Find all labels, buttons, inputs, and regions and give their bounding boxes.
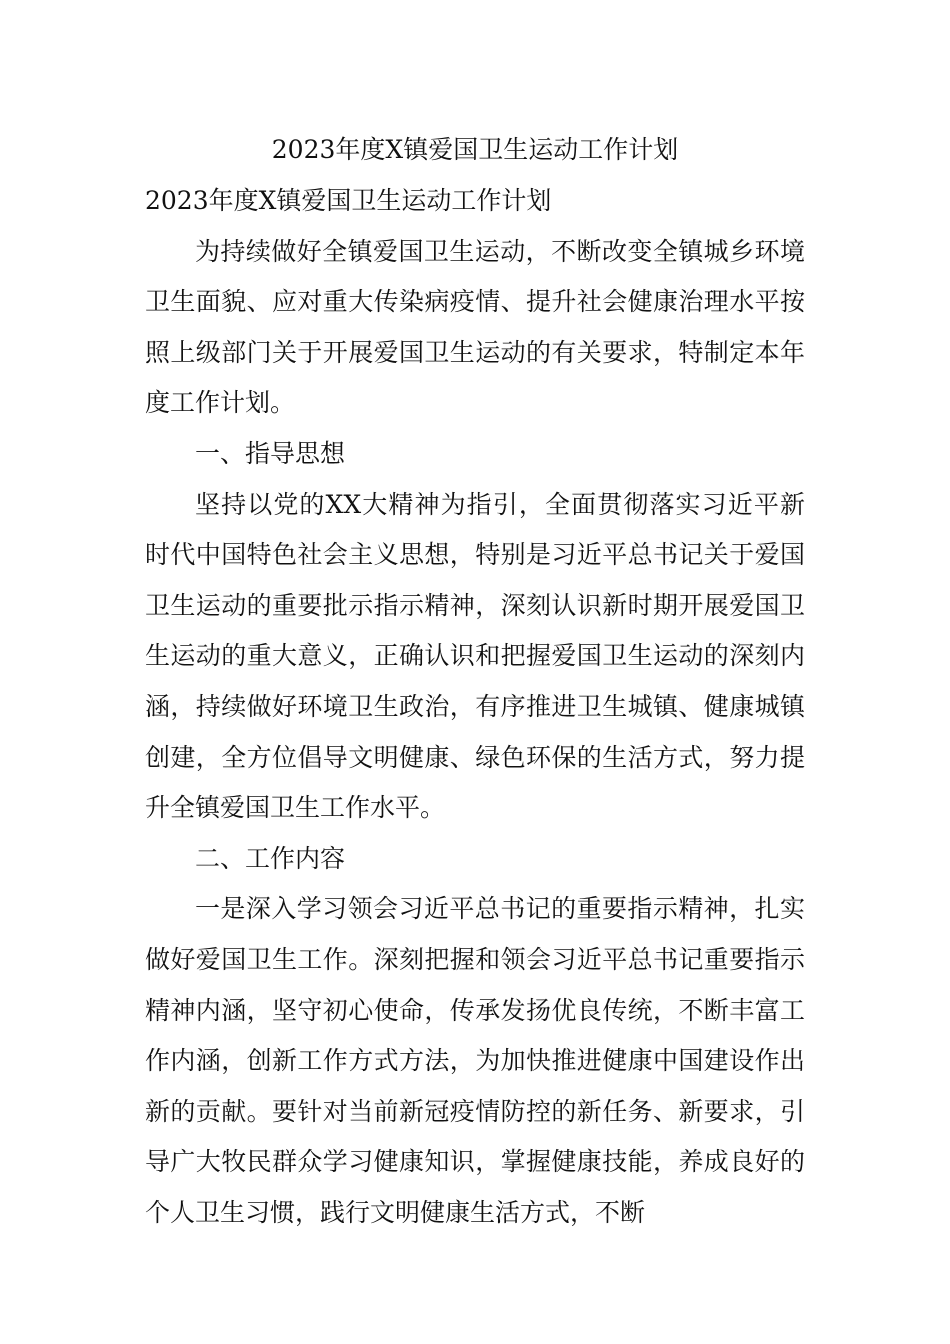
intro-paragraph: 为持续做好全镇爱国卫生运动，不断改变全镇城乡环境卫生面貌、应对重大传染病疫情、提升社会健康治理水平按照上级部门关于开展爱国卫生运动的有关要求，特制定本年度工作计划。 xyxy=(145,236,805,418)
section-heading-work-content: 二、工作内容 xyxy=(195,843,346,873)
section-heading-guiding-thought: 一、指导思想 xyxy=(195,438,346,468)
guiding-thought-paragraph: 坚持以党的XX大精神为指引，全面贯彻落实习近平新时代中国特色社会主义思想，特别是习近平总书记关于爱国卫生运动的重要批示指示精神，深刻认识新时期开展爱国卫生运动的重大意义，正确认识和把握爱国卫生运动的深刻内涵，持续做好环境卫生政治，有序推进卫生城镇、健康城镇创建，全方位倡导文明健康、绿色环保的生活方式，努力提升全镇爱国卫生工作水平。 xyxy=(145,489,805,823)
document-title: 2023年度X镇爱国卫生运动工作计划 xyxy=(271,135,679,164)
document-body xyxy=(145,176,805,1238)
document-subtitle: 2023年度X镇爱国卫生运动工作计划 xyxy=(145,186,552,215)
work-content-paragraph: 一是深入学习领会习近平总书记的重要指示精神，扎实做好爱国卫生工作。深刻把握和领会习近平总书记重要指示精神内涵，坚守初心使命，传承发扬优良传统，不断丰富工作内涵，创新工作方式方法，为加快推进健康中国建设作出新的贡献。要针对当前新冠疫情防控的新任务、新要求，引导广大牧民群众学习健康知识，掌握健康技能，养成良好的个人卫生习惯，践行文明健康生活方式，不断 xyxy=(145,894,805,1227)
